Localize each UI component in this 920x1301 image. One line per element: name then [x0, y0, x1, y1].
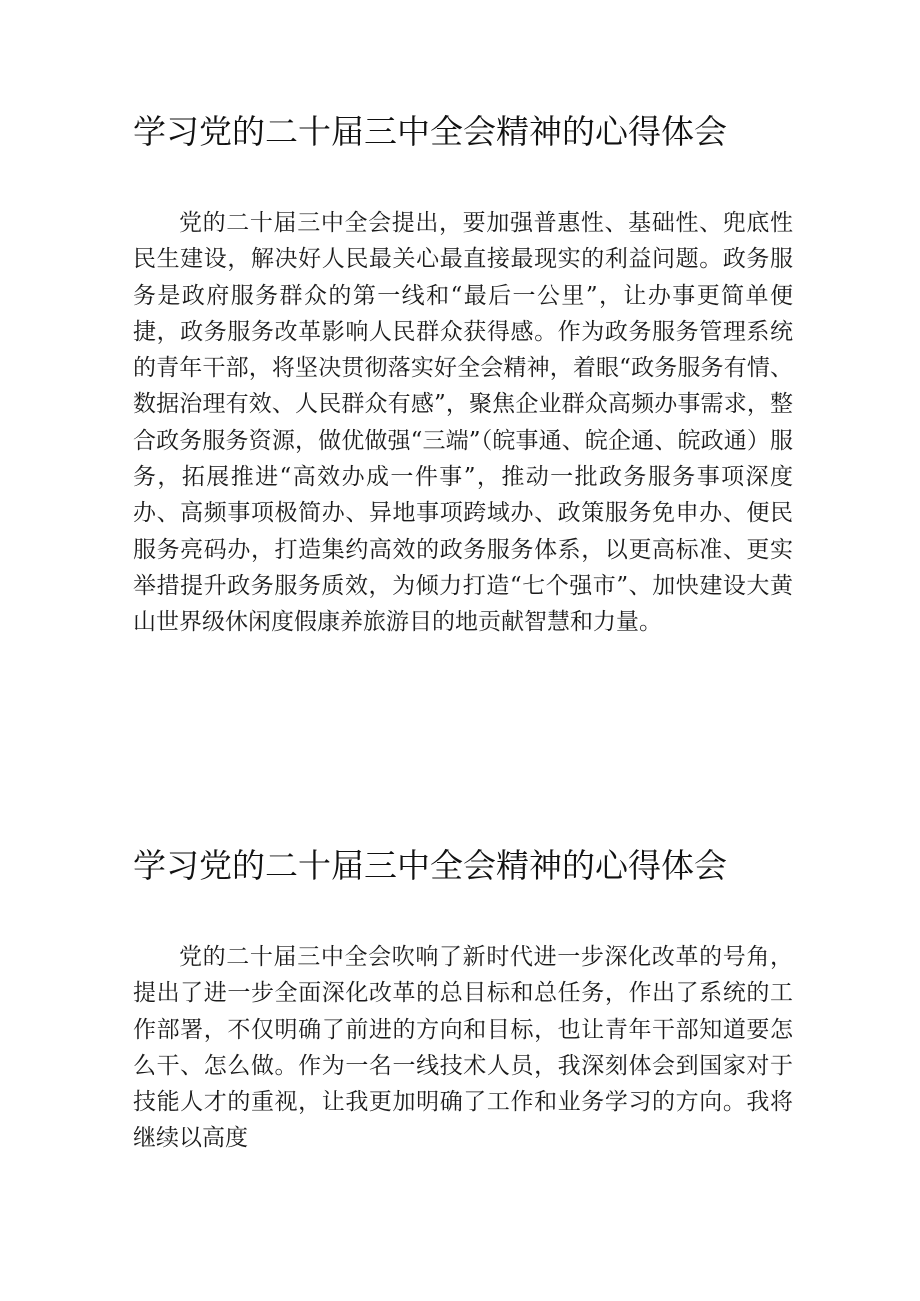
- section-2-paragraph: 党的二十届三中全会吹响了新时代进一步深化改革的号角，提出了进一步全面深化改革的总目标和总任务，作出了系统的工作部署，不仅明确了前进的方向和目标，也让青年干部知道要怎么干、怎么做。作为一名一线技术人员，我深刻体会到国家对于技能人才的重视，让我更加明确了工作和业务学习的方向。我将继续以高度: [133, 944, 793, 1152]
- section-1-paragraph: 党的二十届三中全会提出，要加强普惠性、基础性、兜底性民生建设，解决好人民最关心最直接最现实的利益问题。政务服务是政府服务群众的第一线和“最后一公里”，让办事更简单便捷，政务服务改革影响人民群众获得感。作为政务服务管理系统的青年干部，将坚决贯彻落实好全会精神，着眼“政务服务有情、数据治理有效、人民群众有感”，聚焦企业群众高频办事需求，整合政务服务资源，做优做强“三端”（皖事通、皖企通、皖政通）服务，拓展推进“高效办成一件事”，推动一批政务服务事项深度办、高频事项极简办、异地事项跨域办、政策服务免申办、便民服务亮码办，打造集约高效的政务服务体系，以更高标准、更实举措提升政务服务质效，为倾力打造“七个强市”、加快建设大黄山世界级休闲度假康养旅游目的地贡献智慧和力量。: [133, 210, 793, 636]
- section-1-title: 学习党的二十届三中全会精神的心得体会: [133, 112, 727, 151]
- section-2-title: 学习党的二十届三中全会精神的心得体会: [133, 846, 727, 885]
